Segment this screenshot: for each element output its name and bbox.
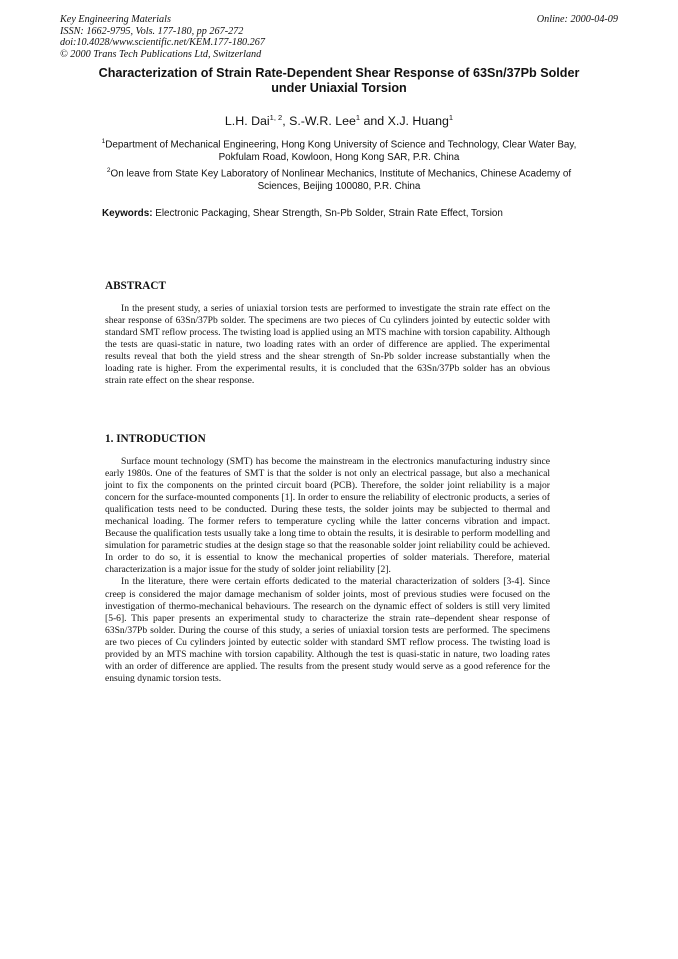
affiliation-text: On leave from State Key Laboratory of Nonlinear Mechanics, Institute of Mechanics, Chinese Academy of Sciences, Beijing 100080, P.R. China (110, 168, 572, 193)
journal-header (60, 14, 618, 60)
journal-name: Key Engineering Materials (60, 14, 171, 25)
author-affiliation-mark: 1 (448, 113, 454, 122)
affiliation-mark: 2 (106, 167, 111, 174)
introduction-body (105, 456, 550, 685)
header-citation (60, 14, 265, 60)
author-name: S.-W.R. Lee (289, 114, 356, 129)
abstract-body (105, 303, 550, 387)
keywords (102, 208, 582, 221)
introduction-heading: 1. INTRODUCTION (105, 433, 206, 445)
introduction-paragraph-2: In the literature, there were certain efforts dedicated to the material characterization of solders [3-4]. Since creep is considered the major damage mechanism of solder joints, most of previous studies were focused on the investigation of thermo-mechanical behaviours. The research on the dynamic effect of solders is still very limited [5-6]. This paper presents an experimental study to characterize the strain rate–dependent shear response of 63Sn/37Pb solder. During the course of this study, a series of uniaxial torsion tests are performed. The specimens are two pieces of Cu cylinders jointed by eutectic solder with standard SMT reflow process. The twisting load is provided by an MTS machine with torsion capability. Although the test is quasi-static in nature, two loading rates with an order of difference are applied. The results from the present study would serve as a good reference for the ensuing dynamic torsion tests. (105, 576, 550, 684)
abstract-paragraph: In the present study, a series of uniaxial torsion tests are performed to investigate the strain rate effect on the shear response of 63Sn/37Pb solder. The specimens are two pieces of Cu cylinders jointed by eutectic solder with standard SMT reflow process. The twisting load is applied using an MTS machine with torsion capability. Although the tests are quasi-static in nature, two loading rates with an order of difference are applied. The experimental results reveal that both the yield stress and the shear strength of Sn-Pb solder increase substantially when the loading rate is higher. From the experimental results, it is concluded that the 63Sn/37Pb solder has an obvious strain rate effect on the shear response. (105, 303, 550, 387)
affiliation-2 (100, 165, 578, 194)
affiliation-text: Department of Mechanical Engineering, Hong Kong University of Science and Technology, Clear Water Bay, Pokfulam Road, Kowloon, Hong Kong SAR, P.R. China (105, 139, 577, 164)
doi-line: doi:10.4028/www.scientific.net/KEM.177-180.267 (60, 37, 265, 49)
introduction-paragraph-1: Surface mount technology (SMT) has become the mainstream in the electronics manufacturing industry since early 1980s. One of the features of SMT is that the solder is not only an electrical passage, but also a mechanical joint to fix the components on the printed circuit board (PCB). Therefore, the solder joint reliability is a major concern for the surface-mounted components [1]. In order to ensure the reliability of electronic products, a series of qualification tests need to be conducted. During these tests, the solder joints may be subjected to thermal and mechanical loading. The former refers to temperature cycling while the latter concerns vibration and impact. Because the qualification tests usually take a long time to obtain the results, it is desirable to perform modelling and simulation for parametric studies at the design stage so that the reasonable solder joint reliability could be achieved. In order to do so, it is essential to know the mechanical properties of solder materials. Therefore, material characterization is a major issue for the study of solder joint reliability [2]. (105, 456, 550, 576)
copyright-line: © 2000 Trans Tech Publications Ltd, Switzerland (60, 48, 262, 60)
keywords-text: Electronic Packaging, Shear Strength, Sn-Pb Solder, Strain Rate Effect, Torsion (152, 208, 503, 219)
affiliation-1 (100, 136, 578, 165)
author-list (100, 110, 578, 129)
paper-title: Characterization of Strain Rate-Dependent Shear Response of 63Sn/37Pb Solder under Uniaxial Torsion (98, 66, 580, 96)
issn-line: ISSN: 1662-9795, Vols. 177-180, pp 267-272 (60, 25, 244, 37)
author-separator: , (282, 114, 290, 129)
keywords-label: Keywords: (102, 208, 153, 219)
affiliation-mark: 1 (101, 138, 106, 145)
author-affiliation-mark: 1, 2 (269, 113, 283, 122)
abstract-heading: ABSTRACT (105, 280, 166, 292)
author-affiliation-mark: 1 (355, 113, 361, 122)
author-name: X.J. Huang (387, 114, 449, 129)
online-date: Online: 2000-04-09 (536, 14, 618, 25)
author-name: L.H. Dai (224, 114, 270, 129)
author-separator: and (360, 114, 388, 129)
